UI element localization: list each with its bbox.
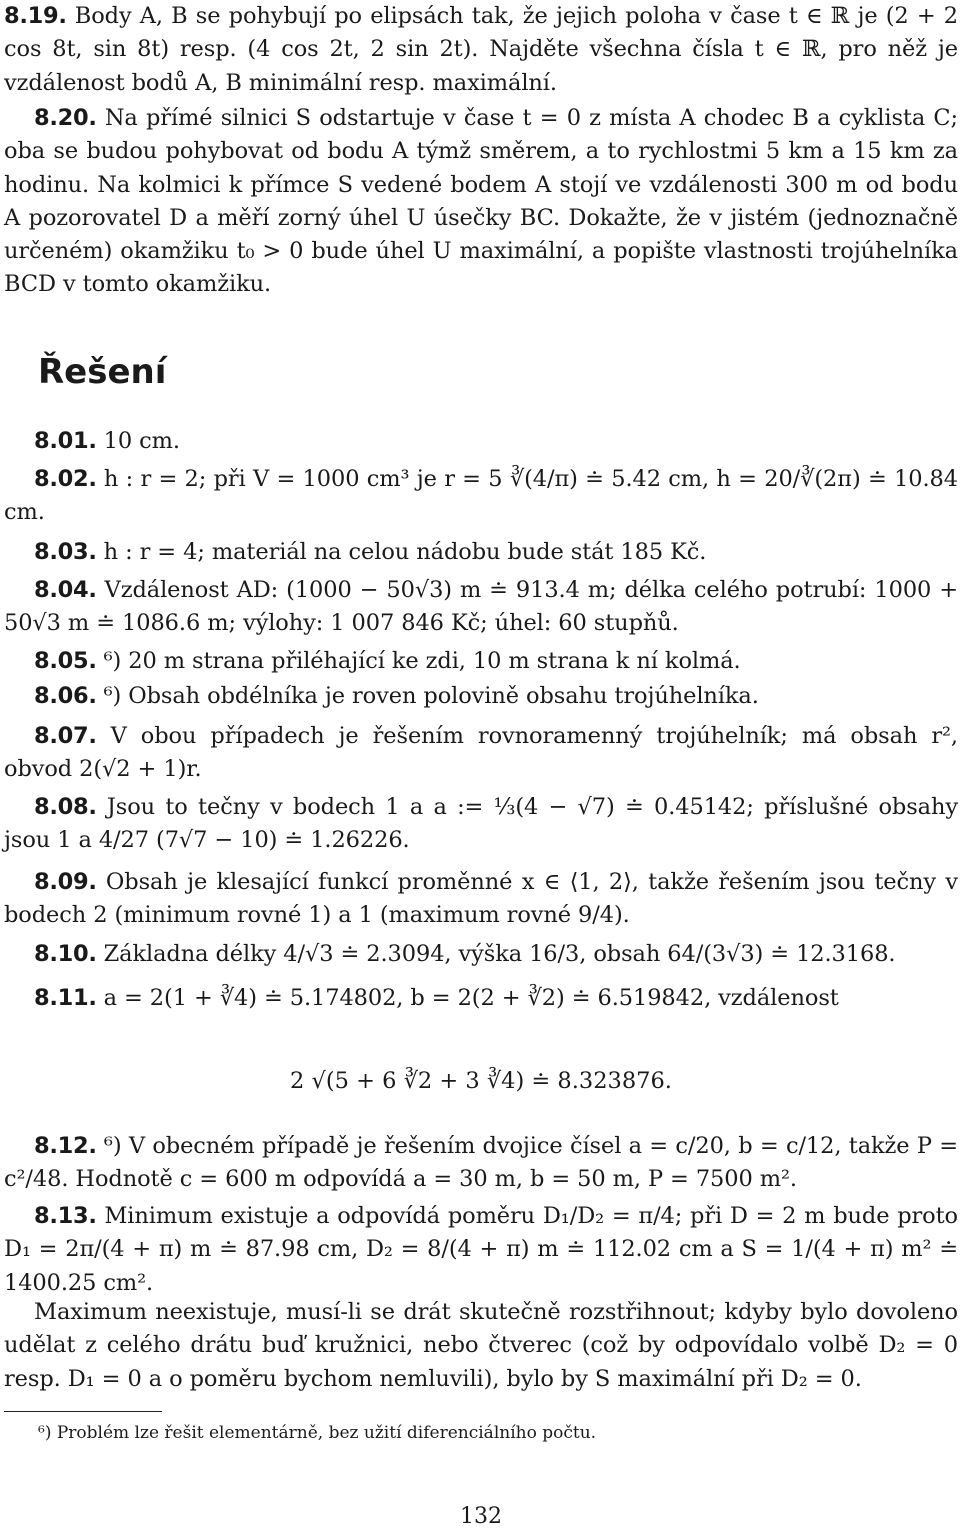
solution-8-06 xyxy=(4,680,958,713)
solution-8-12 xyxy=(4,1130,958,1197)
page-number: 132 xyxy=(460,1504,502,1529)
solution-label: 8.09. xyxy=(34,869,97,895)
solution-8-08 xyxy=(4,791,958,858)
problem-8-20 xyxy=(4,102,958,302)
solution-text: V obou případech je řešením rovnoramenný trojúhelník; má obsah r², obvod 2(√2 + 1)r. xyxy=(4,723,958,783)
solution-text: Vzdálenost AD: (1000 − 50√3) m ≐ 913.4 m; délka celého potrubí: 1000 + 50√3 m ≐ 1086.6 m; výlohy: 1 007 846 Kč; úhel: 60 stupňů. xyxy=(4,577,958,637)
solution-8-07 xyxy=(4,720,958,787)
solution-text: ⁶) V obecném případě je řešením dvojice čísel a = c/20, b = c/12, takže P = c²/48. Hodnotě c = 600 m odpovídá a = 30 m, b = 50 m, P = 7500 m². xyxy=(4,1133,958,1193)
solution-text: Obsah je klesající funkcí proměnné x ∈ ⟨1, 2⟩, takže řešením jsou tečny v bodech 2 (minimum rovné 1) a 1 (maximum rovné 9/4). xyxy=(4,869,958,929)
problem-label: 8.19. xyxy=(4,3,67,29)
paragraph-maximum: Maximum neexistuje, musí-li se drát skutečně rozstřihnout; kdyby bylo dovoleno udělat z celého drátu buď kružnici, nebo čtverec (což by odpovídalo volbě D₂ = 0 resp. D₁ = 0 a o poměru bychom nemluvili), bylo by S maximální při D₂ = 0. xyxy=(4,1299,958,1392)
solution-label: 8.01. xyxy=(34,428,97,454)
solution-label: 8.12. xyxy=(34,1133,97,1159)
solution-8-02 xyxy=(4,463,958,530)
solution-8-11 xyxy=(4,982,958,1015)
solution-label: 8.06. xyxy=(34,683,97,709)
solutions-heading: Řešení xyxy=(38,352,167,392)
solution-text: a = 2(1 + ∛4) ≐ 5.174802, b = 2(2 + ∛2) ≐ 6.519842, vzdálenost xyxy=(103,985,839,1011)
solution-text: h : r = 4; materiál na celou nádobu bude stát 185 Kč. xyxy=(103,539,707,565)
solution-label: 8.11. xyxy=(34,985,97,1011)
solution-label: 8.05. xyxy=(34,648,97,674)
solution-8-10 xyxy=(4,938,958,971)
problem-text: Body A, B se pohybují po elipsách tak, že jejich poloha v čase t ∈ ℝ je (2 + 2 cos 8t, sin 8t) resp. (4 cos 2t, 2 sin 2t). Najděte všechna čísla t ∈ ℝ, pro něž je vzdálenost bodů A, B minimální resp. maximální. xyxy=(4,3,958,96)
solution-8-05 xyxy=(4,645,958,678)
solution-label: 8.02. xyxy=(34,466,97,492)
solution-text: ⁶) Obsah obdélníka je roven polovině obsahu trojúhelníka. xyxy=(103,683,759,709)
solution-label: 8.13. xyxy=(34,1203,97,1229)
problem-label: 8.20. xyxy=(34,105,97,131)
solution-label: 8.03. xyxy=(34,539,97,565)
solution-label: 8.08. xyxy=(34,794,97,820)
solution-label: 8.10. xyxy=(34,941,97,967)
solution-label: 8.07. xyxy=(34,723,97,749)
solution-text: Jsou to tečny v bodech 1 a a := ⅓(4 − √7) ≐ 0.45142; příslušné obsahy jsou 1 a 4/27 (7√7 − 10) ≐ 1.26226. xyxy=(4,794,958,854)
solution-text: ⁶) 20 m strana přiléhající ke zdi, 10 m strana k ní kolmá. xyxy=(103,648,741,674)
solution-text: h : r = 2; při V = 1000 cm³ je r = 5 ∛(4/π) ≐ 5.42 cm, h = 20/∛(2π) ≐ 10.84 cm. xyxy=(4,466,958,526)
footnote-rule xyxy=(4,1411,162,1412)
footnote: ⁶) Problém lze řešit elementárně, bez užití diferenciálního počtu. xyxy=(38,1423,597,1443)
solution-8-01 xyxy=(4,425,958,458)
solution-8-04 xyxy=(4,574,958,641)
display-formula: 2 √(5 + 6 ∛2 + 3 ∛4) ≐ 8.323876. xyxy=(290,1068,672,1094)
solution-label: 8.04. xyxy=(34,577,97,603)
solution-text: 10 cm. xyxy=(103,428,180,454)
solution-text: Základna délky 4/√3 ≐ 2.3094, výška 16/3, obsah 64/(3√3) ≐ 12.3168. xyxy=(103,941,896,967)
problem-text: Na přímé silnici S odstartuje v čase t = 0 z místa A chodec B a cyklista C; oba se budou pohybovat od bodu A týmž směrem, a to rychlostmi 5 km a 15 km za hodinu. Na kolmici k přímce S vedené bodem A stojí ve vzdálenosti 300 m od bodu A pozorovatel D a měří zorný úhel U úsečky BC. Dokažte, že v jistém (jednoznačně určeném) okamžiku t₀ > 0 bude úhel U maximální, a popište vlastnosti trojúhelníka BCD v tomto okamžiku. xyxy=(4,105,958,298)
solution-8-03 xyxy=(4,536,958,569)
solution-text: Minimum existuje a odpovídá poměru D₁/D₂ = π/4; při D = 2 m bude proto D₁ = 2π/(4 + π) m ≐ 87.98 cm, D₂ = 8/(4 + π) m ≐ 112.02 cm a S = 1/(4 + π) m² ≐ 1400.25 cm². xyxy=(4,1203,958,1296)
solution-8-13 xyxy=(4,1200,958,1300)
problem-8-19 xyxy=(4,0,958,100)
solution-8-09 xyxy=(4,866,958,933)
